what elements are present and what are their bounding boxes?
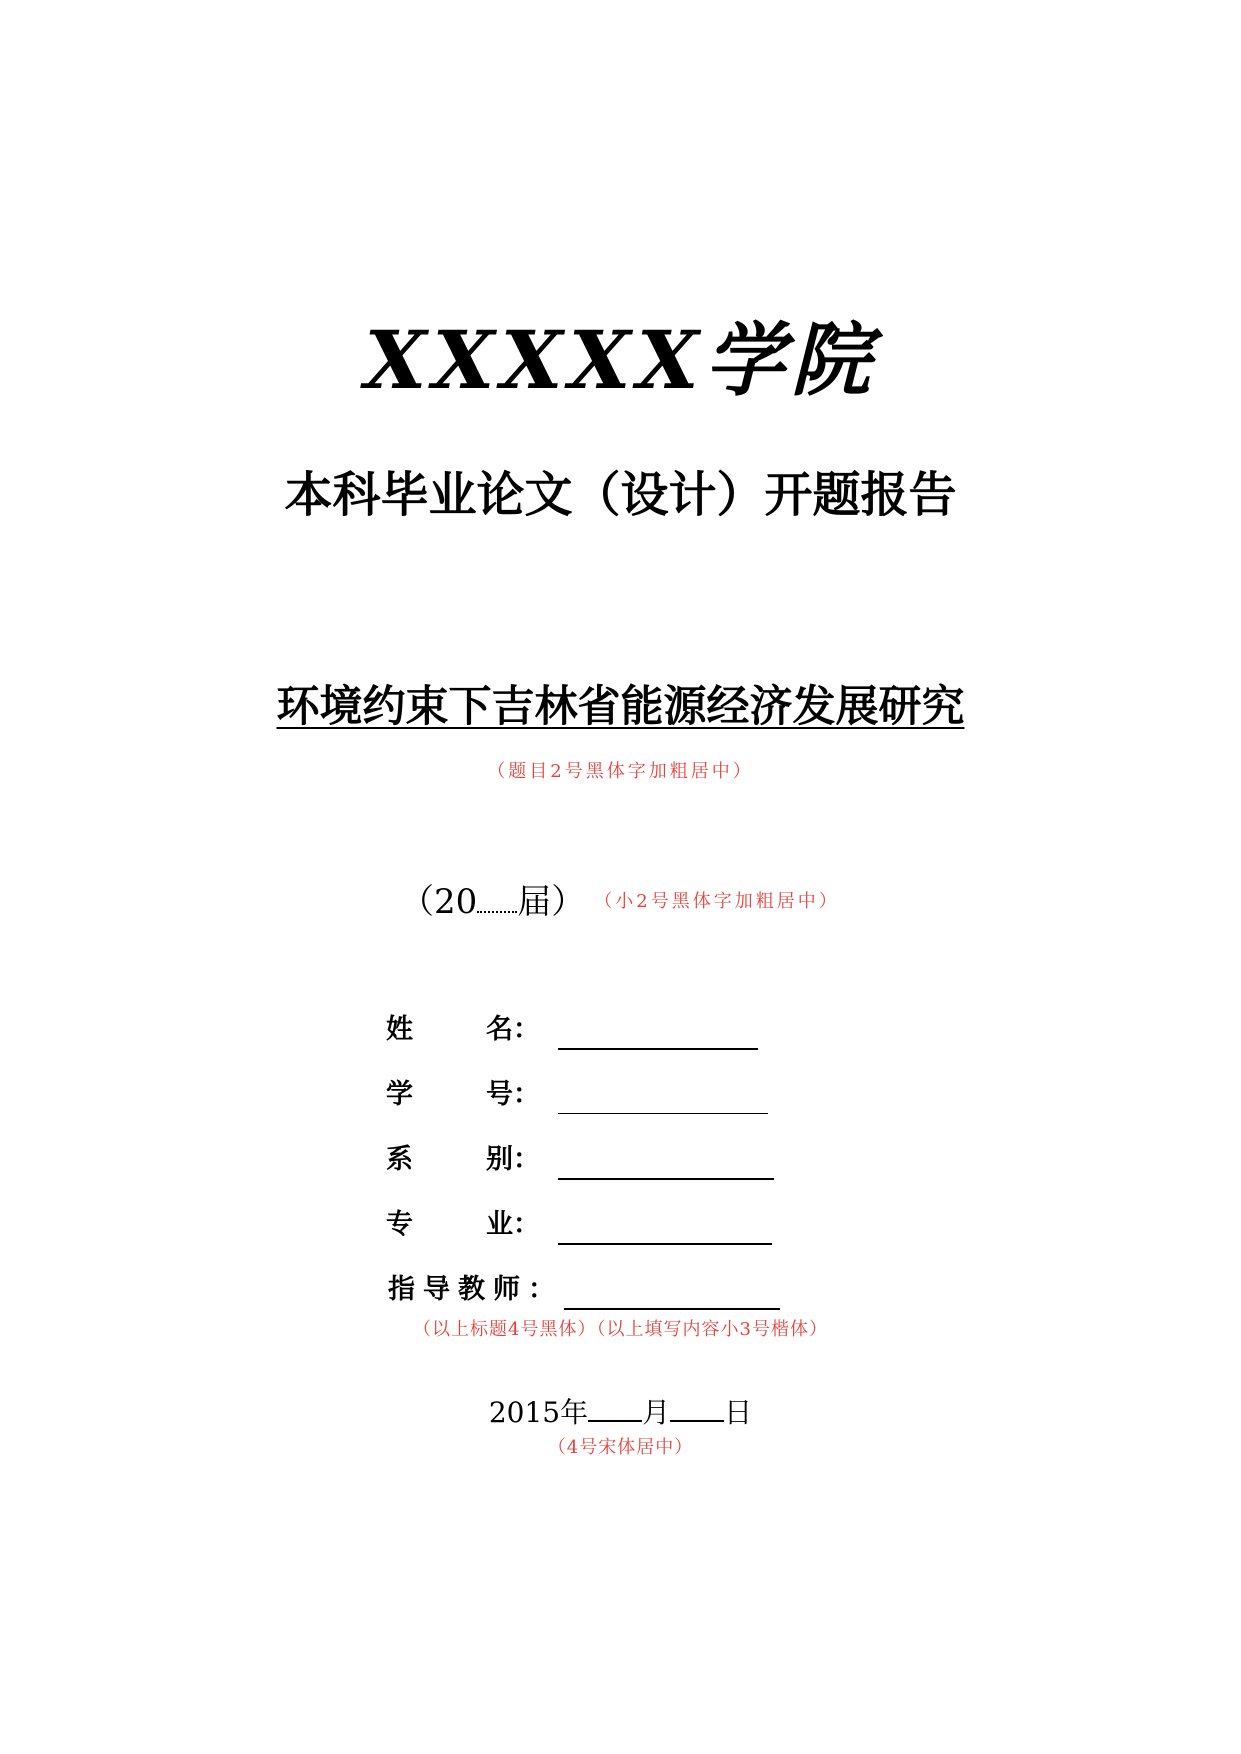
field-advisor-text: 指导教师： [388,1274,563,1305]
session-format-note: （小2号黑体字加粗居中） [603,891,840,912]
date-month-unit: 月 [642,1396,671,1429]
topic-format-note: （题目2号黑体字加粗居中） [487,761,754,782]
major-input-line[interactable] [558,1243,772,1245]
thesis-topic-text: 环境约束下吉林省能源经济发展研究 [276,682,965,732]
department-input-line[interactable] [558,1178,774,1180]
date-format-note: （4号宋体居中） [547,1437,694,1458]
student-id-input-line[interactable] [558,1113,768,1114]
session-suffix: 届） [517,882,586,922]
session-line [400,880,840,924]
date-day-unit: 日 [724,1396,753,1429]
field-student-id-char2: 号： [486,1079,540,1110]
thesis-topic [0,680,1241,734]
college-name: XXXXX学院 [364,313,877,407]
date-day-blank[interactable] [670,1392,724,1422]
field-department-char2: 别： [486,1144,540,1175]
report-title: 本科毕业论文（设计）开题报告 [284,467,957,523]
session-prefix: （20 [400,882,478,922]
field-major-char1: 专 [386,1209,413,1240]
date-year: 2015年 [488,1396,589,1429]
date-line [0,1392,1241,1433]
field-name-char2: 名： [486,1014,540,1045]
field-name-char1: 姓 [386,1014,413,1045]
advisor-input-line[interactable] [564,1308,780,1310]
session-year-blank[interactable] [477,881,517,913]
field-department-char1: 系 [386,1144,413,1175]
field-advisor-label [388,1270,568,1310]
field-student-id-char1: 学 [386,1079,413,1110]
field-major-char2: 业： [486,1209,540,1240]
fill-format-note: （以上标题4号黑体）（以上填写内容小3号楷体） [413,1319,828,1340]
name-input-line[interactable] [558,1048,758,1050]
date-month-blank[interactable] [588,1392,642,1422]
